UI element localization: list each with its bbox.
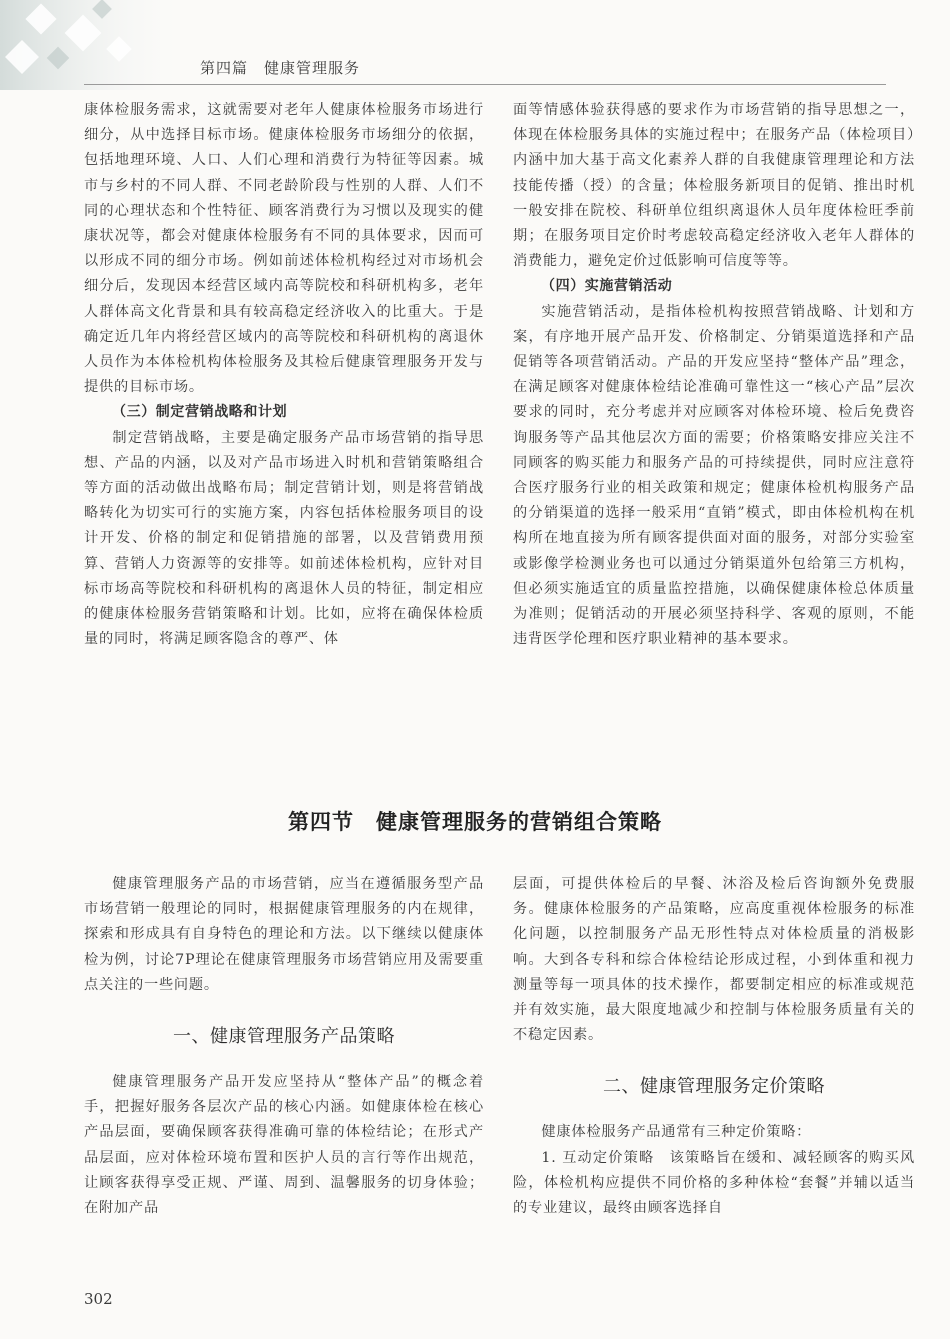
paragraph: 健康管理服务产品的市场营销，应当在遵循服务型产品市场营销一般理论的同时，根据健康管理服务的内在规律，探索和形成具有自身特色的理论和方法。以下继续以健康体检为例，讨论7P理论在健康管理服务市场营销应用及需要重点关注的一些问题。 xyxy=(84,876,484,993)
paragraph: 1. 互动定价策略 该策略旨在缓和、减轻顾客的购买风险，体检机构应提供不同价格的多种体检“套餐”并辅以适当的专业建议，最终由顾客选择自 xyxy=(513,1149,915,1217)
subheading-3: （三）制定营销战略和计划 xyxy=(112,404,288,421)
corner-decoration xyxy=(0,0,200,90)
top-left-column xyxy=(84,98,484,652)
paragraph: 制定营销战略，主要是确定服务产品市场营销的指导思想、产品的内涵，以及对产品市场进入时机和营销策略组合等方面的活动做出战略布局；制定营销计划，则是将营销战略转化为切实可行的实施方案，内容包括体检服务项目的设计开发、价格的制定和促销措施的部署，以及营销费用预算、营销人力资源等的安排等。如前述体检机构，应针对目标市场高等院校和科研机构的离退休人员的特征，制定相应的健康体检服务营销策略和计划。比如，应将在确保体检质量的同时，将满足顾客隐含的尊严、体 xyxy=(84,429,484,648)
subheading-4: （四）实施营销活动 xyxy=(541,278,673,295)
heading-pricing-strategy: 二、健康管理服务定价策略 xyxy=(603,1076,825,1098)
running-header: 第四篇 健康管理服务 xyxy=(200,59,361,77)
bottom-right-column xyxy=(513,872,915,1221)
bottom-left-column xyxy=(84,872,484,1221)
paragraph: 层面，可提供体检后的早餐、沐浴及检后咨询额外免费服务。健康体检服务的产品策略，应高度重视体检服务的标准化问题，以控制服务产品无形性特点对体检质量的消极影响。大到各专科和综合体检结论形成过程，小到体重和视力测量等每一项具体的技术操作，都要制定相应的标准或规范并有效实施，最大限度地减少和控制与体检服务质量有关的不稳定因素。 xyxy=(513,876,915,1044)
paragraph: 健康体检服务产品通常有三种定价策略： xyxy=(541,1124,812,1141)
page-number: 302 xyxy=(84,1290,113,1308)
paragraph: 康体检服务需求，这就需要对老年人健康体检服务市场进行细分，从中选择目标市场。健康体检服务市场细分的依据，包括地理环境、人口、人们心理和消费行为特征等因素。城市与乡村的不同人群、不同老龄阶段与性别的人群、人们不同的心理状态和个性特征、顾客消费行为习惯以及现实的健康状况等，都会对健康体检服务有不同的具体要求，因而可以形成不同的细分市场。例如前述体检机构经过对市场机会细分后，发现因本经营区域内高等院校和科研机构多，老年人群体高文化背景和具有较高稳定经济收入的比重大。于是确定近几年内将经营区域内的高等院校和科研机构的离退休人员作为本体检机构体检服务及其检后健康管理服务开发与提供的目标市场。 xyxy=(84,102,484,396)
paragraph: 面等情感体验获得感的要求作为市场营销的指导思想之一，体现在体检服务具体的实施过程中；在服务产品（体检项目）内涵中加大基于高文化素养人群的自我健康管理理论和方法技能传播（授）的含量；体检服务新项目的促销、推出时机一般安排在院校、科研单位组织离退休人员年度体检旺季前期；在服务项目定价时考虑较高稳定经济收入老年人群体的消费能力，避免定价过低影响可信度等等。 xyxy=(513,102,915,270)
header-rule xyxy=(84,84,886,85)
paragraph: 健康管理服务产品开发应坚持从“整体产品”的概念着手，把握好服务各层次产品的核心内涵。如健康体检在核心产品层面，要确保顾客获得准确可靠的体检结论；在形式产品层面，应对体检环境布置和医护人员的言行等作出规范，让顾客获得享受正规、严谨、周到、温馨服务的切身体验；在附加产品 xyxy=(84,1074,484,1217)
heading-product-strategy: 一、健康管理服务产品策略 xyxy=(173,1026,395,1048)
top-right-column xyxy=(513,98,915,652)
section-title: 第四节 健康管理服务的营销组合策略 xyxy=(288,809,662,834)
paragraph: 实施营销活动，是指体检机构按照营销战略、计划和方案，有序地开展产品开发、价格制定、分销渠道选择和产品促销等各项营销活动。产品的开发应坚持“整体产品”理念，在满足顾客对健康体检结论准确可靠性这一“核心产品”层次要求的同时，充分考虑并对应顾客对体检环境、检后免费咨询服务等产品其他层次方面的需要；价格策略安排应关注不同顾客的购买能力和服务产品的可持续提供，同时应注意符合医疗服务行业的相关政策和规定；健康体检机构服务产品的分销渠道的选择一般采用“直销”模式，即由体检机构在机构所在地直接为所有顾客提供面对面的服务，对部分实验室或影像学检测业务也可以通过分销渠道外包给第三方机构，但必须实施适宜的质量监控措施，以确保健康体检总体质量为准则；促销活动的开展必须坚持科学、客观的原则，不能违背医学伦理和医疗职业精神的基本要求。 xyxy=(513,303,915,648)
